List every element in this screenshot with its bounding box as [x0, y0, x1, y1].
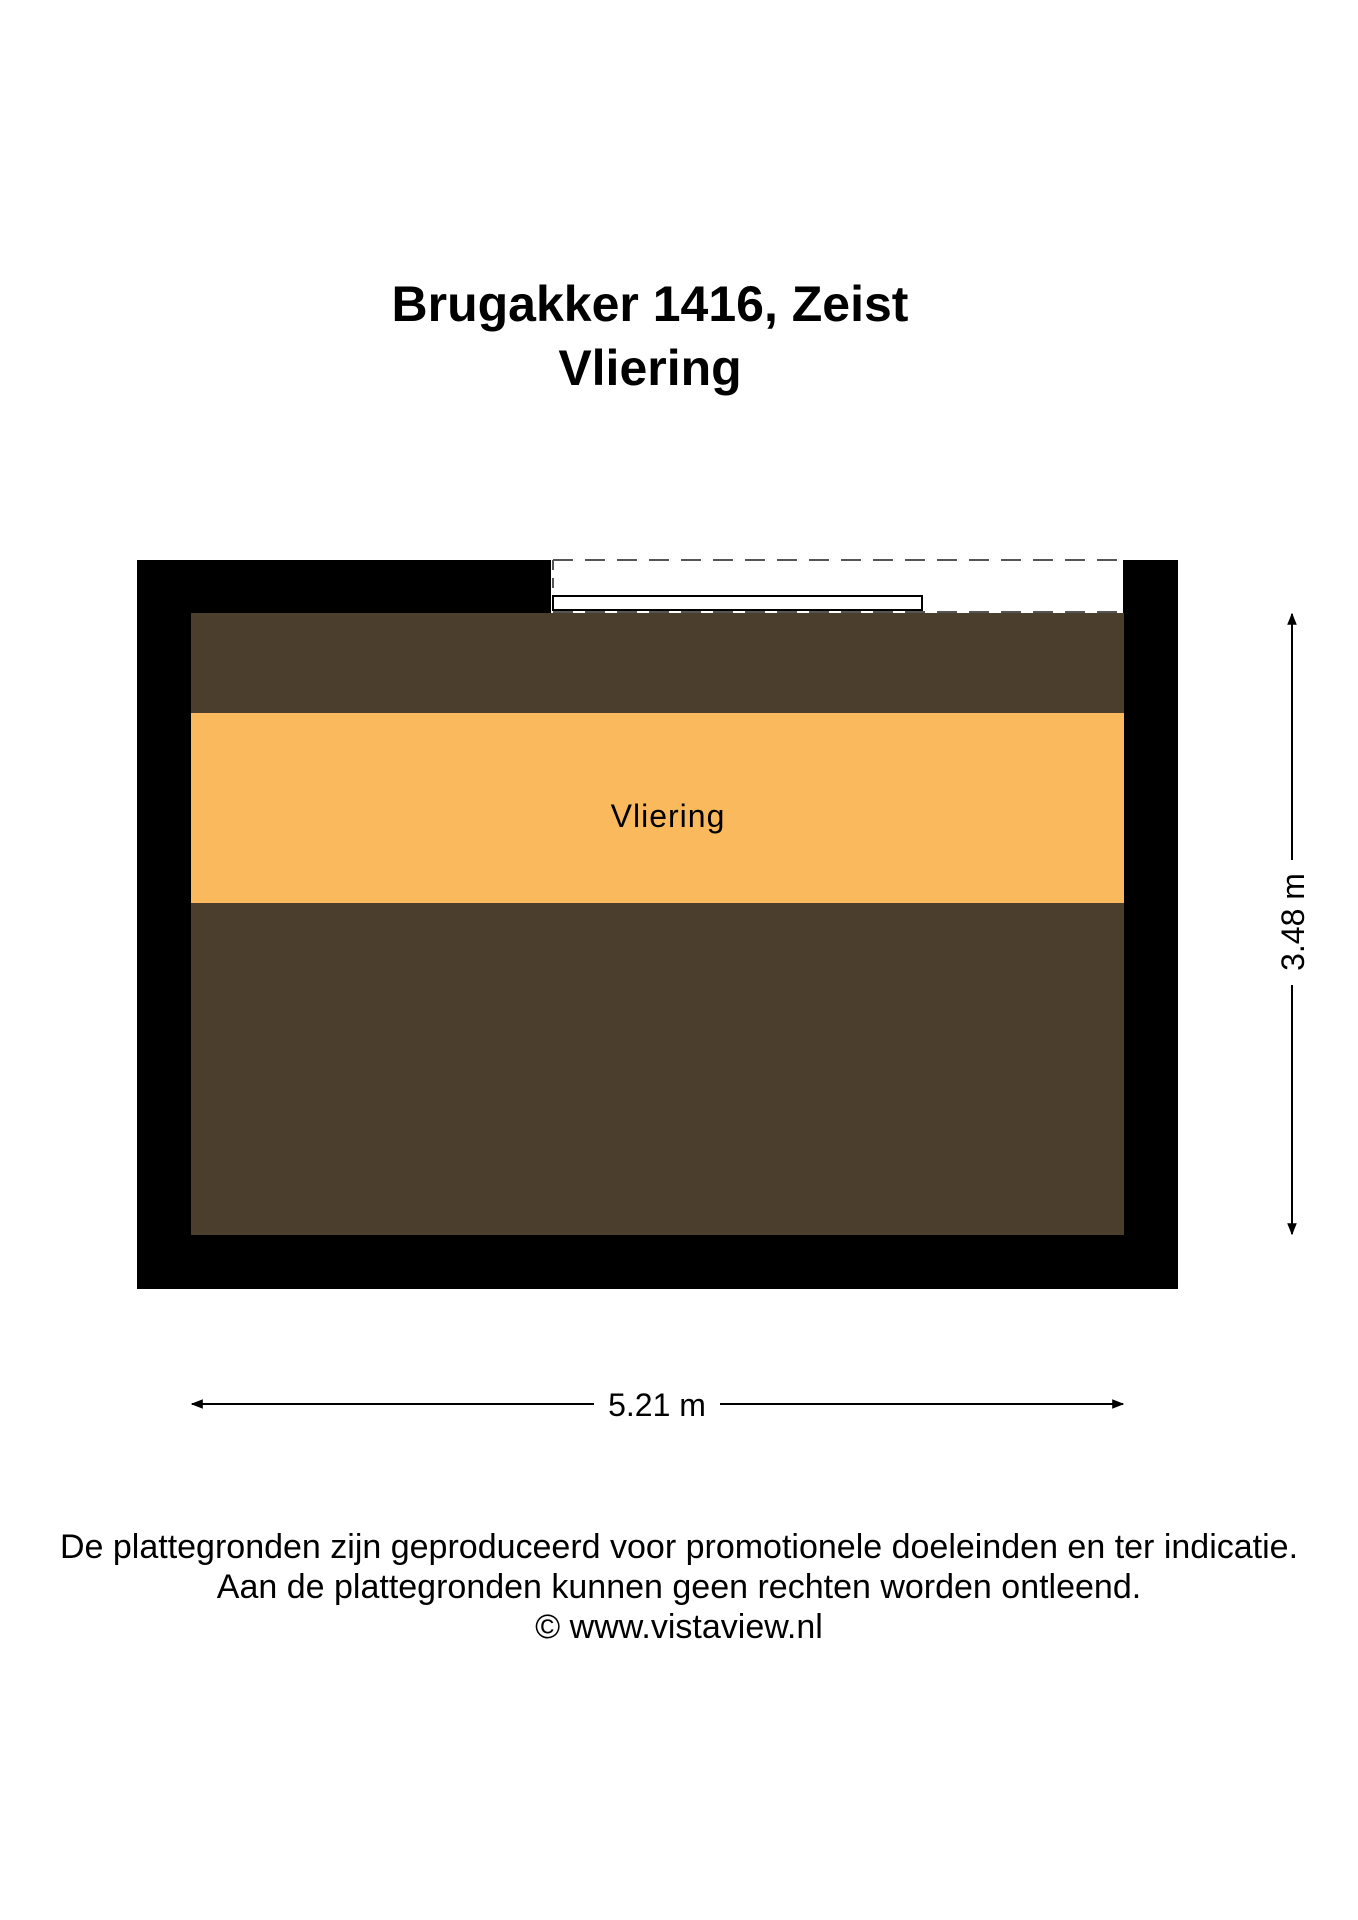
hatch-board	[553, 596, 922, 610]
copyright-link[interactable]: © www.vistaview.nl	[535, 1608, 823, 1646]
disclaimer-line-2: Aan de plattegronden kunnen geen rechten worden ontleend.	[216, 1568, 1142, 1606]
depth-dimension-label: 3.48 m	[1275, 873, 1311, 971]
floor-low-headroom-bottom	[191, 903, 1124, 1235]
disclaimer-line-1: De plattegronden zijn geproduceerd voor promotionele doeleinden en ter indicatie.	[59, 1528, 1299, 1566]
width-dimension-label: 5.21 m	[608, 1387, 706, 1423]
floor-subtitle: Vliering	[558, 340, 742, 396]
room-label: Vliering	[610, 798, 726, 834]
page-title: Brugakker 1416, Zeist	[391, 276, 909, 332]
floor-low-headroom-top	[191, 613, 1124, 713]
